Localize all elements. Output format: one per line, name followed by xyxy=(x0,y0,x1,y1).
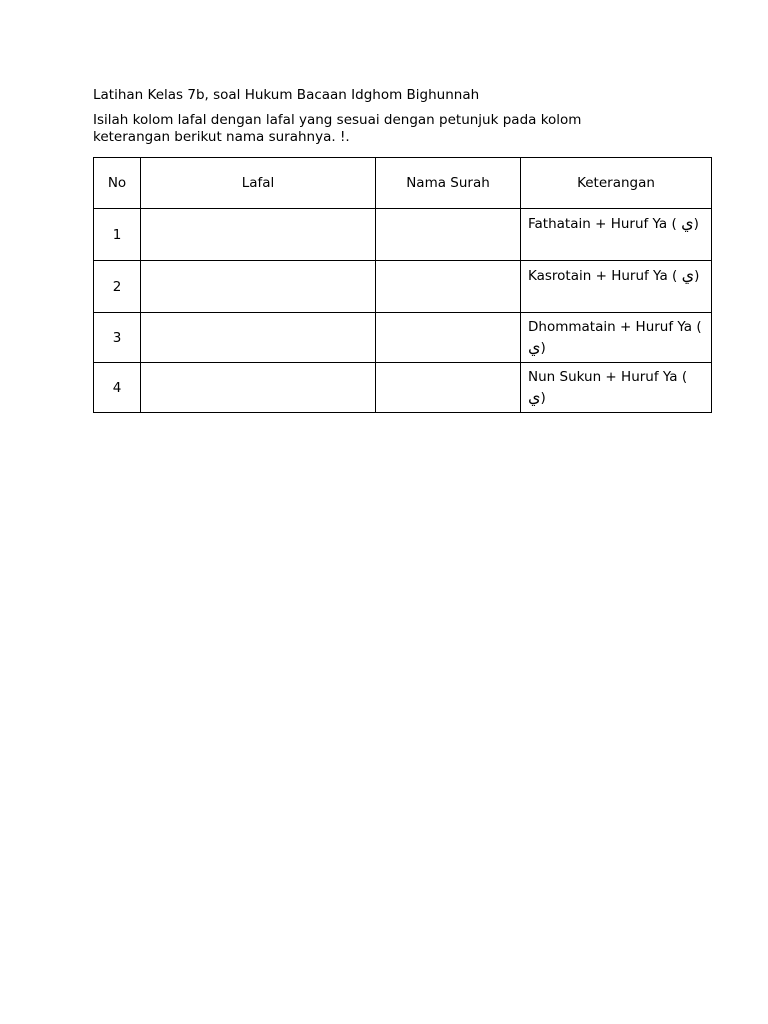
cell-keterangan xyxy=(521,313,712,363)
arabic-letter-ya: ي xyxy=(528,337,541,356)
keterangan-text: Dhommatain + Huruf Ya ( xyxy=(528,319,702,335)
cell-nama-surah xyxy=(376,209,521,261)
header-lafal: Lafal xyxy=(141,158,376,209)
arabic-letter-ya: ي xyxy=(681,213,694,232)
cell-nama-surah xyxy=(376,313,521,363)
cell-lafal xyxy=(141,313,376,363)
keterangan-text: Kasrotain + Huruf Ya ( xyxy=(528,268,678,284)
table-row xyxy=(94,363,712,413)
keterangan-text: Fathatain + Huruf Ya ( xyxy=(528,216,677,232)
cell-no: 3 xyxy=(94,313,141,363)
keterangan-text: Nun Sukun + Huruf Ya ( xyxy=(528,369,688,385)
cell-lafal xyxy=(141,363,376,413)
header-no: No xyxy=(94,158,141,209)
cell-lafal xyxy=(141,261,376,313)
keterangan-close: ) xyxy=(693,216,699,232)
header-nama-surah: Nama Surah xyxy=(376,158,521,209)
arabic-letter-ya: ي xyxy=(681,265,695,284)
table-header-row xyxy=(94,158,712,209)
table-row xyxy=(94,209,712,261)
arabic-letter-ya: ي xyxy=(528,387,541,406)
exercise-table xyxy=(93,157,712,413)
cell-no: 4 xyxy=(94,363,141,413)
instructions-paragraph: Isilah kolom lafal dengan lafal yang sesuai dengan petunjuk pada kolom keterangan berikut nama surahnya. !. xyxy=(93,112,582,145)
cell-no: 1 xyxy=(94,209,141,261)
table-row xyxy=(94,261,712,313)
keterangan-close: ) xyxy=(694,268,700,284)
header-keterangan: Keterangan xyxy=(521,158,712,209)
cell-keterangan xyxy=(521,261,712,313)
cell-nama-surah xyxy=(376,261,521,313)
page-title: Latihan Kelas 7b, soal Hukum Bacaan Idghom Bighunnah xyxy=(93,87,480,103)
table-row xyxy=(94,313,712,363)
cell-keterangan xyxy=(521,363,712,413)
cell-nama-surah xyxy=(376,363,521,413)
cell-keterangan xyxy=(521,209,712,261)
exercise-table-container xyxy=(93,157,712,413)
keterangan-close: ) xyxy=(540,390,546,406)
cell-lafal xyxy=(141,209,376,261)
cell-no: 2 xyxy=(94,261,141,313)
keterangan-close: ) xyxy=(540,340,546,356)
